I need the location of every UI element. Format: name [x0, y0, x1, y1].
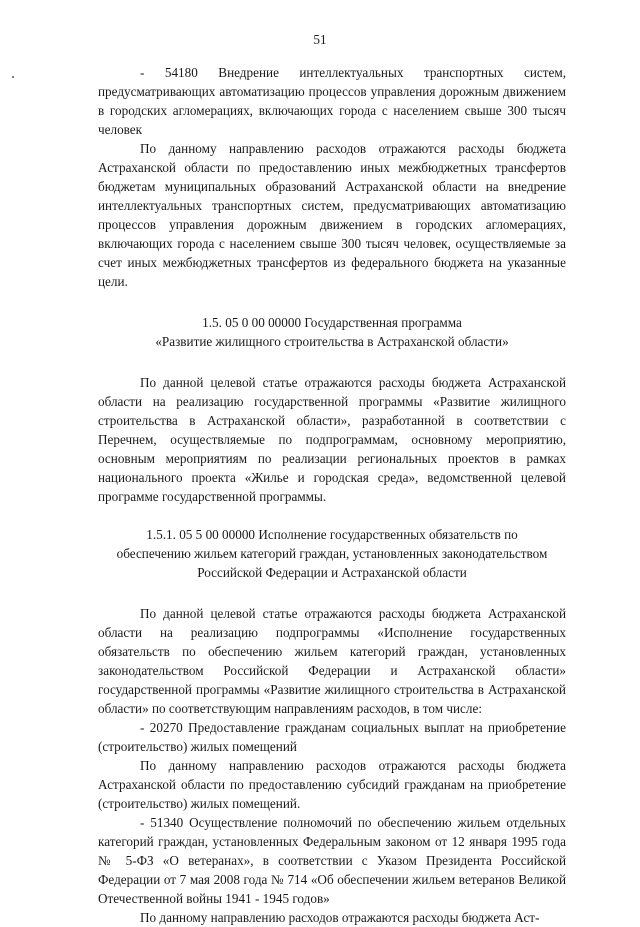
paragraph-51340-description-start: По данному направлению расходов отражаются расходы бюджета Аст- — [140, 910, 540, 925]
section-heading-1-5-1-line-2: обеспечению жильем категорий граждан, установленных законодательством — [116, 546, 548, 561]
section-heading-1-5 — [106, 313, 558, 351]
paragraph-20270-description: По данному направлению расходов отражаются расходы бюджета Астраханской области по предоставлению субсидий гражданам на приобретение (строительство) жилых помещений. — [98, 758, 566, 811]
section-heading-1-5-1-line-1: 1.5.1. 05 5 00 00000 Исполнение государственных обязательств по — [146, 527, 518, 542]
section-heading-1-5-line-2: «Развитие жилищного строительства в Астраханской области» — [155, 334, 509, 349]
paragraph-20270: - 20270 Предоставление гражданам социальных выплат на приобретение (строительство) жилых помещений — [98, 720, 566, 754]
page-number: 51 — [313, 32, 327, 47]
section-heading-1-5-1 — [106, 525, 558, 582]
paragraph-51340: - 51340 Осуществление полномочий по обеспечению жильем отдельных категорий граждан, установленных Федеральным законом от 12 января 1995 года № 5-ФЗ «О ветеранах», в соответствии с Указом Президента Российской Федерации от 7 мая 2008 года № 714 «Об обеспечении жильем ветеранов Великой Отечественной войны 1941 - 1945 годов» — [98, 815, 566, 906]
paragraph-54180: - 54180 Внедрение интеллектуальных транспортных систем, предусматривающих автоматизацию процессов управления дорожным движением в городских агломерациях, включающих города с населением свыше 300 тысяч человек — [98, 65, 566, 137]
section-heading-1-5-line-1: 1.5. 05 0 00 00000 Государственная программа — [202, 315, 462, 330]
scan-speck — [12, 76, 14, 78]
section-heading-1-5-1-line-3: Российской Федерации и Астраханской области — [197, 565, 467, 580]
paragraph-subprogram-description: По данной целевой статье отражаются расходы бюджета Астраханской области на реализацию подпрограммы «Исполнение государственных обязательств по обеспечению жильем категорий граждан, установленных законодательством Российской Федерации и Астраханской области» государственной программы «Развитие жилищного строительства в Астраханской области» по соответствующим направлениям расходов, в том числе: — [98, 606, 566, 716]
document-body — [98, 63, 566, 927]
paragraph-program-description: По данной целевой статье отражаются расходы бюджета Астраханской области на реализацию государственной программы «Развитие жилищного строительства в Астраханской области», разработанной в соответствии с Перечнем, осуществляемые по подпрограммам, основному мероприятию, основным мероприятиям по реализации региональных проектов в рамках национального проекта «Жилье и городская среда», ведомственной целевой программе государственной программы. — [98, 375, 566, 504]
paragraph-54180-description: По данному направлению расходов отражаются расходы бюджета Астраханской области по предоставлению иных межбюджетных трансфертов бюджетам муниципальных образований Астраханской области на внедрение интеллектуальных транспортных систем, предусматривающих автоматизацию процессов управления дорожным движением в городских агломерациях, включающих города с населением свыше 300 тысяч человек, осуществляемые за счет иных межбюджетных трансфертов из федерального бюджета на указанные цели. — [98, 141, 566, 289]
